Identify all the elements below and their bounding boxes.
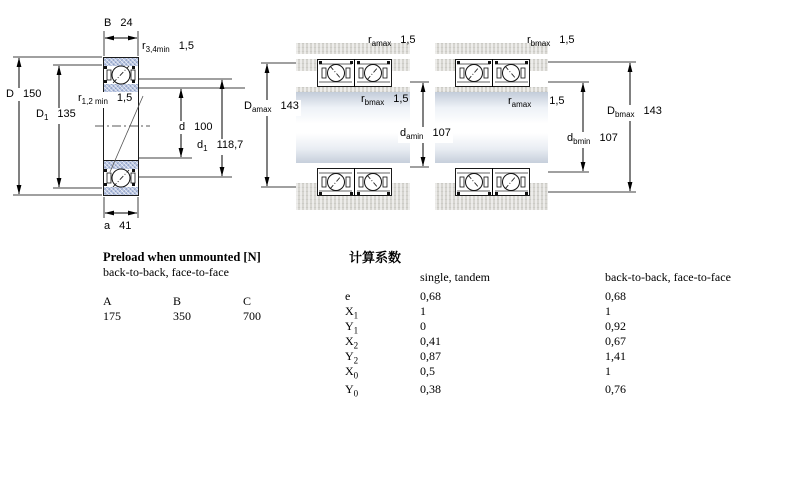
preload-subtitle: back-to-back, face-to-face xyxy=(103,265,229,279)
factors-col2-header: back-to-back, face-to-face xyxy=(605,270,731,284)
factor-single-value: 1 xyxy=(420,304,426,318)
factor-row-label: $Y_1$ xyxy=(345,319,359,336)
factor-single-value: 0,38 xyxy=(420,382,441,396)
preload-col-header-b: B xyxy=(173,294,182,308)
factor-btb-value: 0,67 xyxy=(605,334,626,348)
factors-title: 计算系数 xyxy=(349,250,402,265)
preload-value-a: 175 xyxy=(103,309,121,323)
dim-label-dbmin: $d_{bmin}$ 107 xyxy=(567,132,618,147)
factor-row-label: $Y_2$ xyxy=(345,349,359,366)
dim-label-r12min: $r_{1,2 min}$ 1,5 xyxy=(78,92,133,107)
preload-col-header-a: A xyxy=(103,294,112,308)
factor-row-label: $X_0$ xyxy=(345,364,359,381)
dim-label-d: d 100 xyxy=(179,121,213,133)
factor-row-label: e xyxy=(345,289,351,303)
factor-single-value: 0,41 xyxy=(420,334,441,348)
dim-label-d1: $d_1$ 118,7 xyxy=(197,139,244,154)
preload-value-c: 700 xyxy=(243,309,261,323)
factor-btb-value: 1 xyxy=(605,304,611,318)
dim-label-damin: $d_{amin}$ 107 xyxy=(400,127,451,142)
factor-single-value: 0,68 xyxy=(420,289,441,303)
factor-single-value: 0,5 xyxy=(420,364,435,378)
dim-label-rbmax-mid: $r_{bmax}$ 1,5 xyxy=(361,93,409,108)
factor-row-label: $X_1$ xyxy=(345,304,359,321)
dim-label-D: D 150 xyxy=(6,88,42,100)
left-bearing-internals xyxy=(104,66,135,187)
dim-label-a: a 41 xyxy=(104,220,132,232)
factors-col1-header: single, tandem xyxy=(420,270,490,284)
dim-label-ramax-top: $r_{amax}$ 1,5 xyxy=(368,34,416,49)
dim-label-B: B 24 xyxy=(104,17,133,29)
dim-label-ramax-right: $r_{amax}$ 1,5 xyxy=(508,95,565,110)
preload-title: Preload when unmounted [N] xyxy=(103,250,261,264)
dim-label-r34min: $r_{3,4min}$ 1,5 xyxy=(142,40,194,55)
preload-value-b: 350 xyxy=(173,309,191,323)
dim-label-Damax: $D_{amax}$ 143 xyxy=(244,100,299,115)
middle-diagram-dimensions xyxy=(261,63,429,187)
factor-single-value: 0,87 xyxy=(420,349,441,363)
dim-label-rbmax-top: $r_{bmax}$ 1,5 xyxy=(527,34,575,49)
factor-row-label: $X_2$ xyxy=(345,334,359,351)
factor-btb-value: 1 xyxy=(605,364,611,378)
factor-btb-value: 0,92 xyxy=(605,319,626,333)
right-bearing-internals xyxy=(457,59,528,196)
preload-col-header-c: C xyxy=(243,294,252,308)
dim-label-D1: $D_1$ 135 xyxy=(36,108,76,123)
dim-label-Dbmax: $D_{bmax}$ 143 xyxy=(607,105,662,120)
factor-row-label: $Y_0$ xyxy=(345,382,359,399)
middle-bearing-internals xyxy=(319,59,390,196)
factor-btb-value: 0,76 xyxy=(605,382,626,396)
factor-btb-value: 1,41 xyxy=(605,349,626,363)
right-diagram-dimensions xyxy=(548,62,636,192)
factor-btb-value: 0,68 xyxy=(605,289,626,303)
factor-single-value: 0 xyxy=(420,319,426,333)
